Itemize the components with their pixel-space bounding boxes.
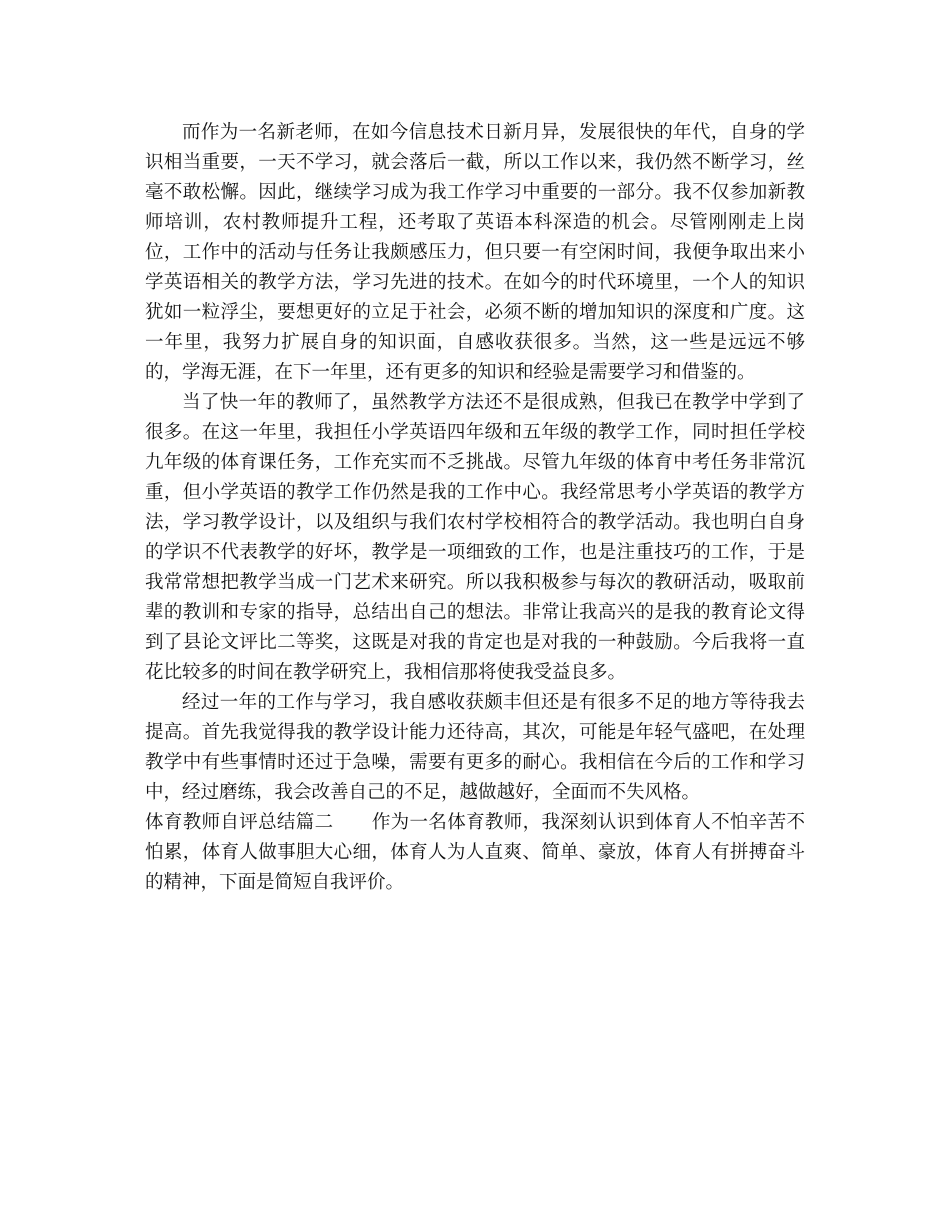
section-two [145, 808, 805, 898]
document-body [145, 118, 805, 898]
paragraph-teaching: 当了快一年的教师了，虽然教学方法还不是很成熟，但我已在教学中学到了很多。在这一年里，我担任小学英语四年级和五年级的教学工作，同时担任学校九年级的体育课任务，工作充实而不乏挑战。尽管九年级的体育中考任务非常沉重，但小学英语的教学工作仍然是我的工作中心。我经常思考小学英语的教学方法，学习教学设计，以及组织与我们农村学校相符合的教学活动。我也明白自身的学识不代表教学的好坏，教学是一项细致的工作，也是注重技巧的工作，于是我常常想把教学当成一门艺术来研究。所以我积极参与每次的教研活动，吸取前辈的教训和专家的指导，总结出自己的想法。非常让我高兴的是我的教育论文得到了县论文评比二等奖，这既是对我的肯定也是对我的一种鼓励。今后我将一直花比较多的时间在教学研究上，我相信那将使我受益良多。 [145, 392, 805, 683]
section-intro: 作为一名体育教师，我深刻认识到体育人不怕辛苦不怕累，体育人做事胆大心细，体育人为人直爽、简单、豪放，体育人有拼搏奋斗的精神，下面是简短自我评价。 [145, 812, 805, 893]
paragraph-learning: 而作为一名新老师，在如今信息技术日新月异，发展很快的年代，自身的学识相当重要，一天不学习，就会落后一截，所以工作以来，我仍然不断学习，丝毫不敢松懈。因此，继续学习成为我工作学习中重要的一部分。我不仅参加新教师培训，农村教师提升工程，还考取了英语本科深造的机会。尽管刚刚走上岗位，工作中的活动与任务让我颇感压力，但只要一有空闲时间，我便争取出来小学英语相关的教学方法，学习先进的技术。在如今的时代环境里，一个人的知识犹如一粒浮尘，要想更好的立足于社会，必须不断的增加知识的深度和广度。这一年里，我努力扩展自身的知识面，自感收获很多。当然，这一些是远远不够的，学海无涯，在下一年里，还有更多的知识和经验是需要学习和借鉴的。 [145, 122, 805, 383]
section-heading: 体育教师自评总结篇二 [145, 812, 334, 833]
paragraph-shortcomings: 经过一年的工作与学习，我自感收获颇丰但还是有很多不足的地方等待我去提高。首先我觉得我的教学设计能力还待高，其次，可能是年轻气盛吧，在处理教学中有些事情时还过于急噪，需要有更多的耐心。我相信在今后的工作和学习中，经过磨练，我会改善自己的不足，越做越好，全面而不失风格。 [145, 692, 805, 803]
